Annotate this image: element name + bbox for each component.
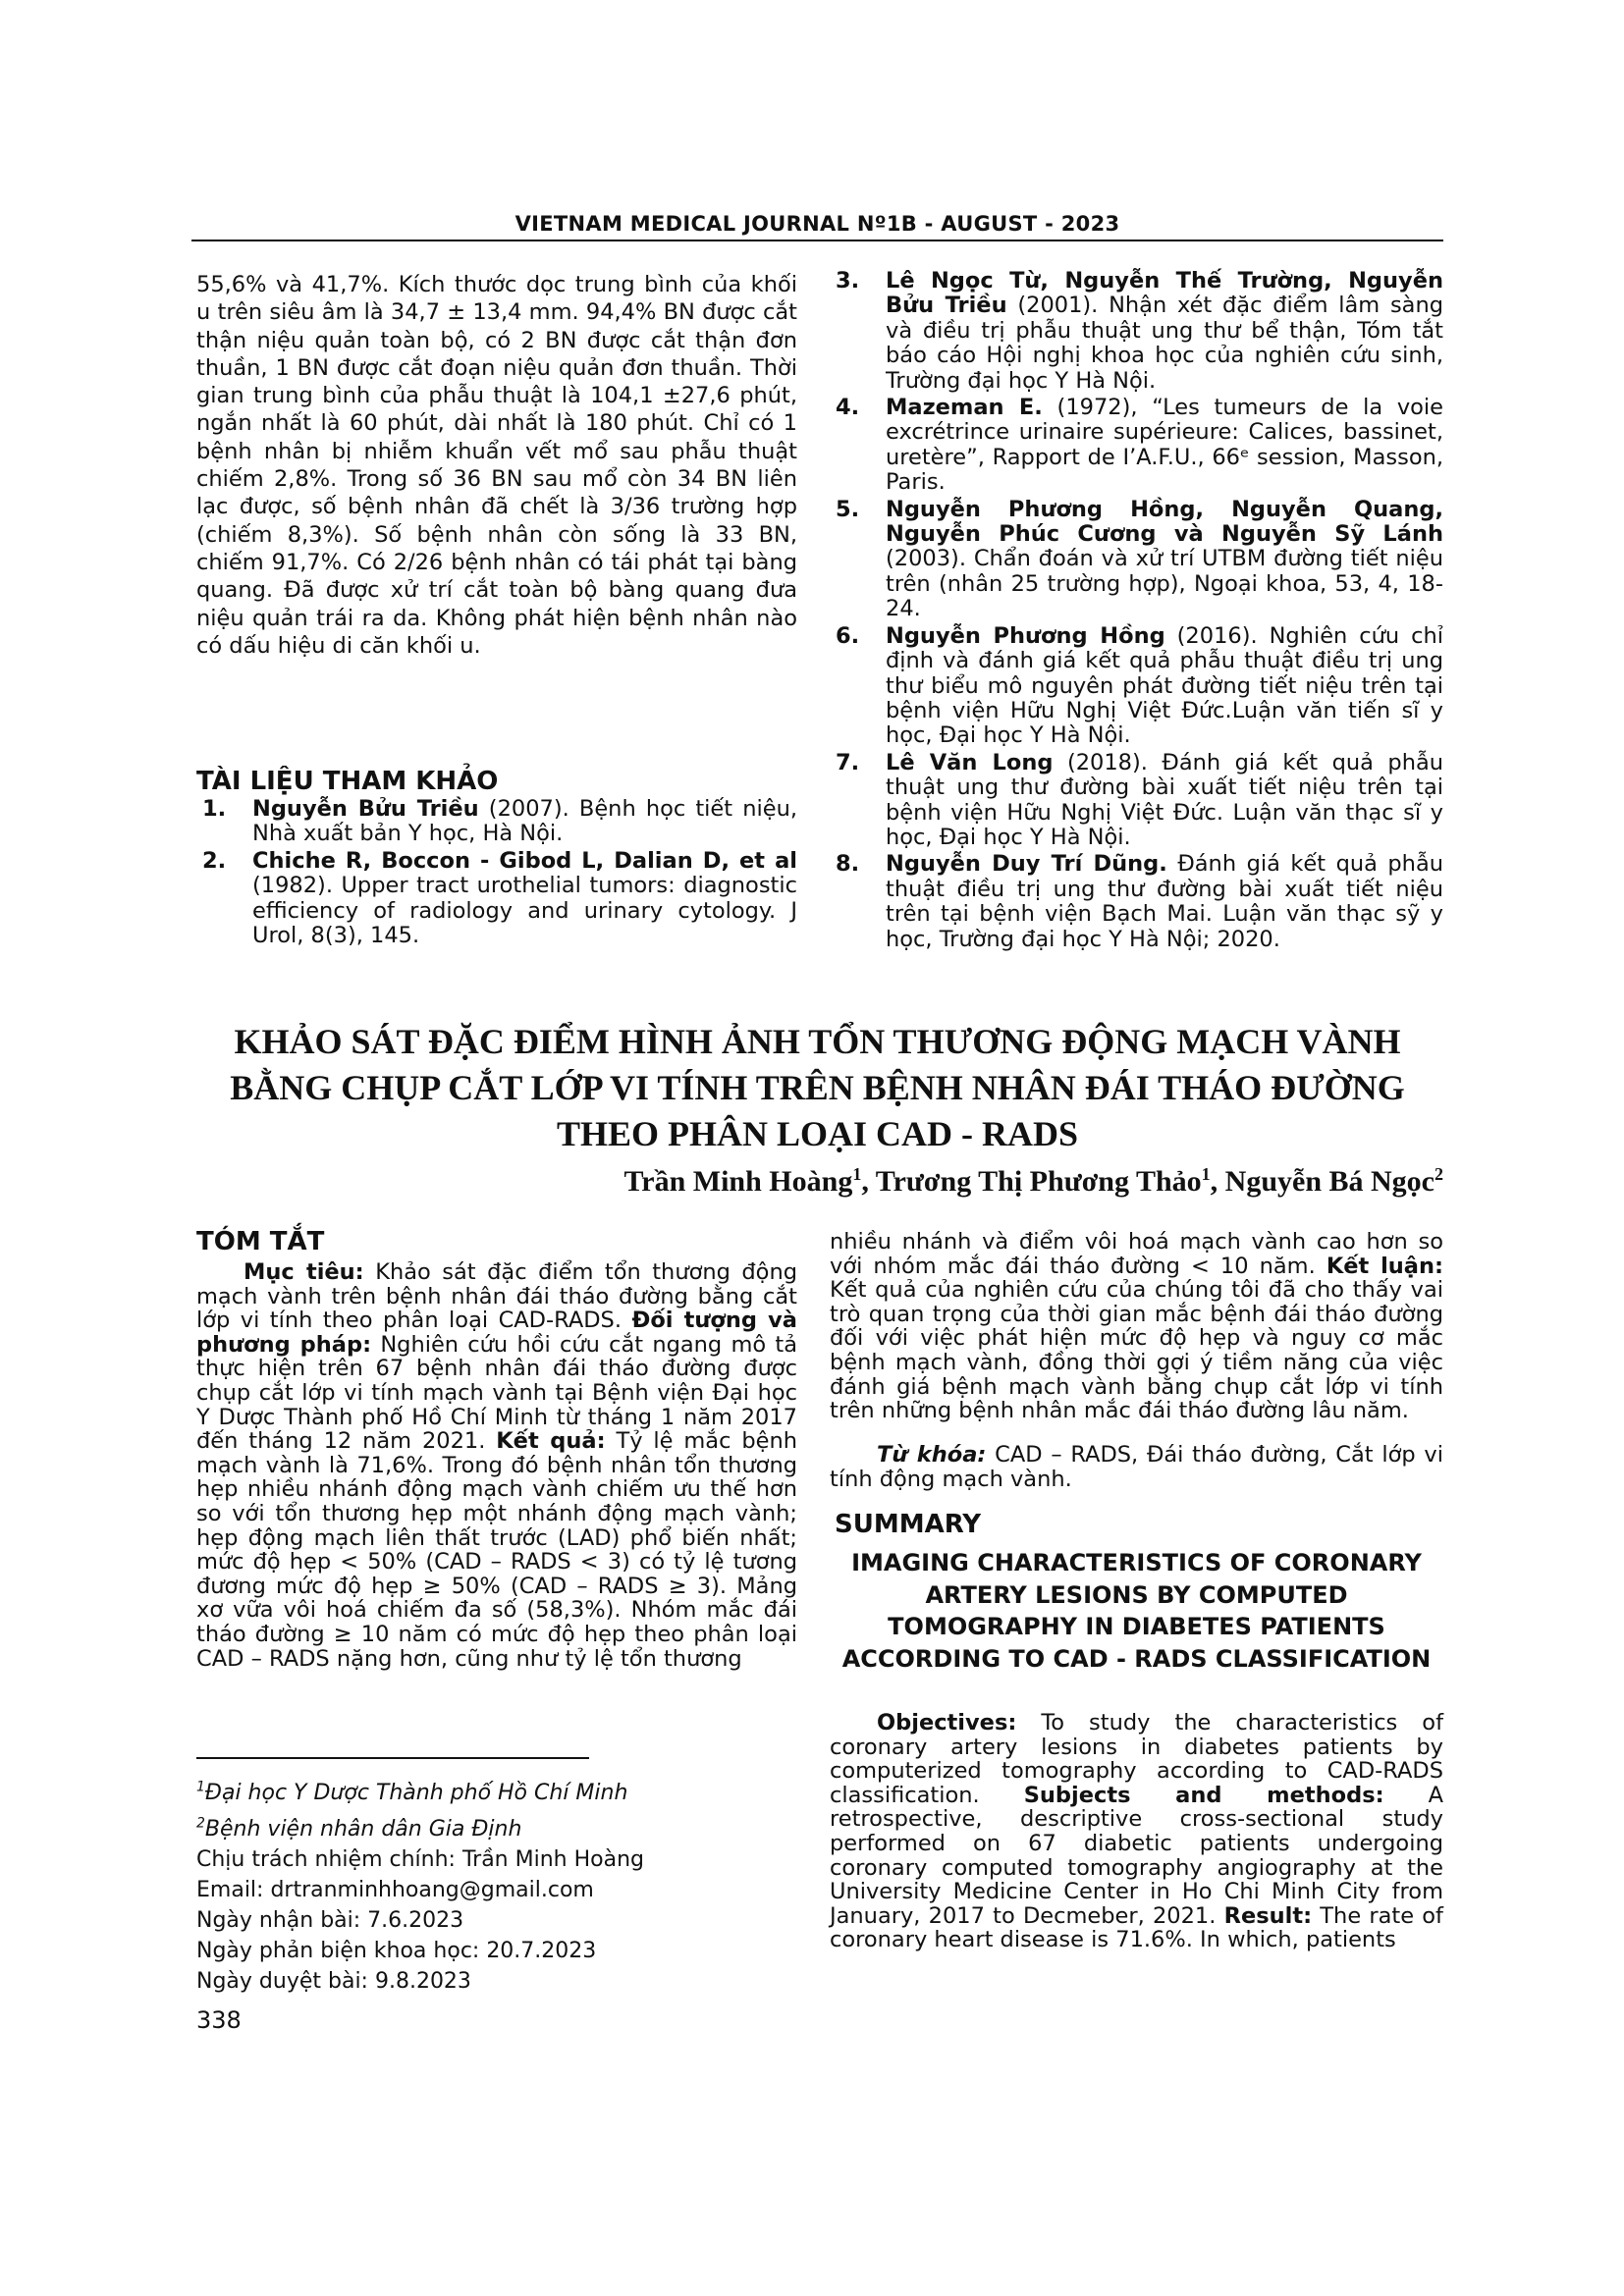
page-number: 338 bbox=[196, 2006, 242, 2034]
reference-item: 4. Mazeman E. (1972), “Les tumeurs de la voie excrétrince urinaire supérieure: Calices, bassinet, uretère”, Rapport de I’A.F.U., 66ᵉ session, Masson, Paris. bbox=[836, 395, 1443, 496]
abstract-en-body: Objectives: To study the characteristics of coronary artery lesions in diabetes patients by computerized tomography according to CAD-RADS classification. Subjects and methods: A retrospective, descriptive cross-sectional study performed on 67 diabetic patients undergoing coronary computed tomography angiography at the University Medicine Center in Ho Chi Minh City from January, 2017 to Decmeber, 2021. Result: The rate of coronary heart disease is 71.6%. In which, patients bbox=[830, 1710, 1444, 1953]
journal-header: VIETNAM MEDICAL JOURNAL Nº1B - AUGUST - 2023 bbox=[514, 212, 1120, 236]
references-list-left bbox=[196, 797, 797, 948]
english-title: IMAGING CHARACTERISTICS OF CORONARY ARTERY LESIONS BY COMPUTED TOMOGRAPHY IN DIABETES PATIENTS ACCORDING TO CAD - RADS CLASSIFICATION bbox=[841, 1549, 1432, 1673]
author-name: Trương Thị Phương Thảo bbox=[875, 1165, 1202, 1198]
footnote-rule bbox=[196, 1757, 589, 1759]
article-title-line: BẰNG CHỤP CẮT LỚP VI TÍNH TRÊN BỆNH NHÂN ĐÁI THÁO ĐƯỜNG bbox=[230, 1068, 1405, 1107]
affiliation-2: $^2$Bệnh viện nhân dân Gia Định bbox=[196, 1815, 522, 1842]
article-title bbox=[191, 1019, 1443, 1157]
reference-item: 8. Nguyễn Duy Trí Dũng. Đánh giá kết quả phẫu thuật điều trị ung thư đường bài xuất tiết niệu trên tại bệnh viện Bạch Mai. Luận văn thạc sỹ y học, Trường đại học Y Hà Nội; 2020. bbox=[836, 851, 1443, 952]
abstract-vi-body: Mục tiêu: Khảo sát đặc điểm tổn thương động mạch vành trên bệnh nhân đái tháo đường bằng cắt lớp vi tính theo phân loại CAD-RADS. Đối tượng và phương pháp: Nghiên cứu hồi cứu cắt ngang mô tả thực hiện trên 67 bệnh nhân đái tháo đường được chụp cắt lớp vi tính mạch vành tại Bệnh viện Đại học Y Dược Thành phố Hồ Chí Minh từ tháng 1 năm 2017 đến tháng 12 năm 2021. Kết quả: Tỷ lệ mắc bệnh mạch vành là 71,6%. Trong đó bệnh nhân tổn thương hẹp nhiều nhánh động mạch vành chiếm ưu thế hơn so với tổn thương hẹp một nhánh động mạch vành; hẹp động mạch liên thất trước (LAD) phổ biến nhất; mức độ hẹp < 50% (CAD – RADS < 3) có tỷ lệ tương đương mức độ hẹp ≥ 50% (CAD – RADS ≥ 3). Mảng xơ vữa vôi hoá chiếm đa số (58,3%). Nhóm mắc đái tháo đường ≥ 10 năm có mức độ hẹp theo phân loại CAD – RADS nặng hơn, cũng như tỷ lệ tổn thương bbox=[196, 1259, 798, 1672]
reference-item: 7. Lê Văn Long (2018). Đánh giá kết quả phẫu thuật ung thư đường bài xuất tiết niệu trên tại bệnh viện Hữu Nghị Việt Đức. Luận văn thạc sĩ y học, Đại học Y Hà Nội. bbox=[836, 749, 1443, 850]
article-title-line: THEO PHÂN LOẠI CAD - RADS bbox=[556, 1114, 1079, 1153]
abstract-vi-continued: nhiều nhánh và điểm vôi hoá mạch vành cao hơn so với nhóm mắc đái tháo đường < 10 năm. Kết luận: Kết quả của nghiên cứu của chúng tôi đã cho thấy vai trò quan trọng của thời gian mắc bệnh đái tháo đường đối với việc phát hiện mức độ hẹp và nguy cơ mắc bệnh mạch vành, đồng thời gợi ý tiềm năng của việc đánh giá bệnh mạch vành bằng chụp cắt lớp vi tính trên những bệnh nhân mắc đái tháo đường lâu năm. bbox=[830, 1229, 1443, 1424]
date-received: Ngày nhận bài: 7.6.2023 bbox=[196, 1907, 464, 1933]
summary-heading: SUMMARY bbox=[835, 1510, 982, 1539]
author-list: Trần Minh Hoàng$^1$, Trương Thị Phương Thảo$^1$, Nguyễn Bá Ngọc$^2$ bbox=[623, 1164, 1443, 1198]
keywords: Từ khóa: CAD – RADS, Đái tháo đường, Cắt lớp vi tính động mạch vành. bbox=[830, 1442, 1443, 1492]
affiliation-1: $^1$Đại học Y Dược Thành phố Hồ Chí Minh bbox=[196, 1780, 628, 1806]
email: Email: drtranminhhoang@gmail.com bbox=[196, 1877, 594, 1902]
date-accepted: Ngày duyệt bài: 9.8.2023 bbox=[196, 1968, 471, 1994]
reference-item: 3. Lê Ngọc Từ, Nguyễn Thế Trường, Nguyễn Bửu Triều (2001). Nhận xét đặc điểm lâm sàng và điều trị phẫu thuật ung thư bể thận, Tóm tắt báo cáo Hội nghị khoa học của nghiên cứu sinh, Trường đại học Y Hà Nội. bbox=[836, 268, 1443, 394]
intro-paragraph: 55,6% và 41,7%. Kích thước dọc trung bình của khối u trên siêu âm là 34,7 ± 13,4 mm. 94,4% BN được cắt thận niệu quản toàn bộ, có 2 BN được cắt thận đơn thuần, 1 BN được cắt đoạn niệu quản đơn thuần. Thời gian trung bình của phẫu thuật là 104,1 ±27,6 phút, ngắn nhất là 60 phút, dài nhất là 180 phút. Chỉ có 1 bệnh nhân bị nhiễm khuẩn vết mổ sau phẫu thuật chiếm 2,8%. Trong số 36 BN sau mổ còn 34 BN liên lạc được, số bệnh nhân đã chết là 3/36 trường hợp (chiếm 8,3%). Số bệnh nhân còn sống là 33 BN, chiếm 91,7%. Có 2/26 bệnh nhân có tái phát tại bàng quang. Đã được xử trí cắt toàn bộ bàng quang đưa niệu quản trái ra da. Không phát hiện bệnh nhân nào có dấu hiệu di căn khối u. bbox=[196, 272, 797, 659]
references-list-right bbox=[830, 269, 1443, 952]
author-name: Trần Minh Hoàng bbox=[623, 1165, 853, 1198]
footnotes bbox=[196, 1773, 797, 1997]
date-reviewed: Ngày phản biện khoa học: 20.7.2023 bbox=[196, 1938, 597, 1963]
header-rule bbox=[191, 240, 1443, 241]
responsible-author: Chịu trách nhiệm chính: Trần Minh Hoàng bbox=[196, 1846, 644, 1872]
reference-item: 6. Nguyễn Phương Hồng (2016). Nghiên cứu chỉ định và đánh giá kết quả phẫu thuật điều trị ung thư biểu mô nguyên phát đường tiết niệu trên tại bệnh viện Hữu Nghị Việt Đức.Luận văn tiến sĩ y học, Đại học Y Hà Nội. bbox=[836, 622, 1443, 749]
reference-item: 5. Nguyễn Phương Hồng, Nguyễn Quang, Nguyễn Phúc Cương và Nguyễn Sỹ Lánh (2003). Chẩn đoán và xử trí UTBM đường tiết niệu trên (nhân 25 trường hợp), Ngoại khoa, 53, 4, 18-24. bbox=[836, 496, 1443, 622]
author-name: Nguyễn Bá Ngọc bbox=[1224, 1165, 1435, 1198]
reference-item: 2. Chiche R, Boccon - Gibod L, Dalian D, et al (1982). Upper tract urothelial tumors: diagnostic efficiency of radiology and urinary cytology. J Urol, 8(3), 145. bbox=[202, 847, 797, 949]
references-title: TÀI LIỆU THAM KHẢO bbox=[196, 767, 499, 796]
reference-item: 1. Nguyễn Bửu Triều (2007). Bệnh học tiết niệu, Nhà xuất bản Y học, Hà Nội. bbox=[202, 796, 797, 847]
abstract-vi-heading: TÓM TẮT bbox=[196, 1227, 325, 1256]
article-title-line: KHẢO SÁT ĐẶC ĐIỂM HÌNH ẢNH TỔN THƯƠNG ĐỘNG MẠCH VÀNH bbox=[234, 1022, 1401, 1061]
